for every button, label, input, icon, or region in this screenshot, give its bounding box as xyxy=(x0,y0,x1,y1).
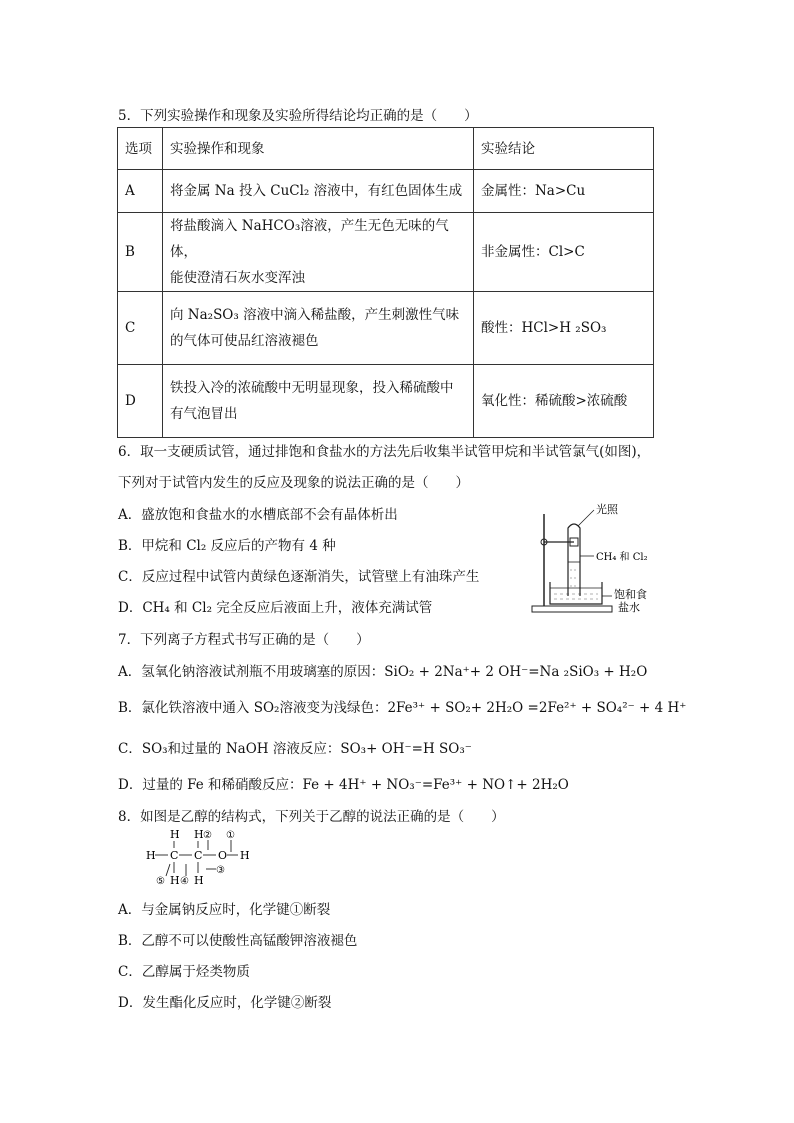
atom-h: H xyxy=(170,874,180,887)
q6-option-b: B．甲烷和 Cl₂ 反应后的产物有 4 种 xyxy=(118,538,336,554)
figure-label-gas: CH₄ 和 Cl₂ xyxy=(596,552,648,563)
q7-option-b: B．氯化铁溶液中通入 SO₂溶液变为浅绿色：2Fe³⁺ + SO₂+ 2H₂O =2Fe²⁺ + SO₄²⁻ + 4 H⁺ xyxy=(118,700,687,716)
row-conclusion: 金属性：Na>Cu xyxy=(474,170,654,213)
test-tube-apparatus-figure xyxy=(528,500,658,618)
bond-label-1: ① xyxy=(226,830,235,841)
q7-option-d: D．过量的 Fe 和稀硝酸反应：Fe + 4H⁺ + NO₃⁻=Fe³⁺ + NO↑+ 2H₂O xyxy=(118,777,569,793)
atom-h: H xyxy=(146,849,156,862)
table-row xyxy=(118,170,654,213)
q6-option-a: A．盛放饱和食盐水的水槽底部不会有晶体析出 xyxy=(118,507,398,523)
figure-label-light: 光照 xyxy=(596,503,618,516)
row-option: B xyxy=(118,213,163,292)
header-operation: 实验操作和现象 xyxy=(163,128,474,170)
figure-label-liquid1: 饱和食 xyxy=(614,588,647,601)
row-option: C xyxy=(118,292,163,365)
q6-stem-line2: 下列对于试管内发生的反应及现象的说法正确的是（ ） xyxy=(118,475,469,491)
q5-table xyxy=(117,127,654,438)
atom-h: H xyxy=(240,849,250,862)
q6-stem-line1: 6．取一支硬质试管，通过排饱和食盐水的方法先后收集半试管甲烷和半试管氯气(如图)， xyxy=(118,444,651,460)
bond-label-5: ⑤ xyxy=(156,876,165,887)
q7-option-c: C．SO₃和过量的 NaOH 溶液反应：SO₃+ OH⁻=H SO₃⁻ xyxy=(118,741,472,757)
q8-option-a: A．与金属钠反应时，化学键①断裂 xyxy=(118,902,331,918)
figure-label-liquid2: 盐水 xyxy=(618,601,640,614)
atom-h: H xyxy=(194,828,204,841)
q6-option-c: C．反应过程中试管内黄绿色逐渐消失，试管壁上有油珠产生 xyxy=(118,569,480,585)
table-row xyxy=(118,213,654,292)
bond-label-3: ③ xyxy=(216,865,225,876)
q8-stem: 8．如图是乙醇的结构式，下列关于乙醇的说法正确的是（ ） xyxy=(118,809,505,825)
row-conclusion: 氧化性：稀硫酸>浓硫酸 xyxy=(474,365,654,438)
atom-o: O xyxy=(218,849,228,862)
atom-c: C xyxy=(170,849,179,862)
row-operation: 将金属 Na 投入 CuCl₂ 溶液中，有红色固体生成 xyxy=(163,170,474,213)
q8-option-b: B．乙醇不可以使酸性高锰酸钾溶液褪色 xyxy=(118,933,358,949)
q8-option-c: C．乙醇属于烃类物质 xyxy=(118,964,250,980)
row-conclusion: 酸性：HCl>H ₂SO₃ xyxy=(474,292,654,365)
row-operation: 将盐酸滴入 NaHCO₃溶液，产生无色无味的气体， 能使澄清石灰水变浑浊 xyxy=(163,213,474,292)
q7-option-a: A．氢氧化钠溶液试剂瓶不用玻璃塞的原因：SiO₂ + 2Na⁺+ 2 OH⁻=Na ₂SiO₃ + H₂O xyxy=(118,664,648,680)
table-row xyxy=(118,292,654,365)
header-conclusion: 实验结论 xyxy=(474,128,654,170)
table-header-row xyxy=(118,128,654,170)
q8-option-d: D．发生酯化反应时，化学键②断裂 xyxy=(118,995,332,1011)
row-option: A xyxy=(118,170,163,213)
row-operation: 铁投入冷的浓硫酸中无明显现象，投入稀硫酸中 有气泡冒出 xyxy=(163,365,474,438)
table-row xyxy=(118,365,654,438)
q5-stem: 5．下列实验操作和现象及实验所得结论均正确的是（ ） xyxy=(118,108,478,124)
q6-option-d: D．CH₄ 和 Cl₂ 完全反应后液面上升，液体充满试管 xyxy=(118,600,433,616)
row-option: D xyxy=(118,365,163,438)
atom-c: C xyxy=(194,849,203,862)
q7-stem: 7．下列离子方程式书写正确的是（ ） xyxy=(118,632,370,648)
bond-label-2: ② xyxy=(203,830,212,841)
row-conclusion: 非金属性：Cl>C xyxy=(474,213,654,292)
bond-label-4: ④ xyxy=(180,876,189,887)
row-operation: 向 Na₂SO₃ 溶液中滴入稀盐酸，产生刺激性气味 的气体可使品红溶液褪色 xyxy=(163,292,474,365)
atom-h: H xyxy=(170,828,180,841)
atom-h: H xyxy=(194,874,204,887)
header-option: 选项 xyxy=(118,128,163,170)
ethanol-structure-figure xyxy=(146,826,256,888)
